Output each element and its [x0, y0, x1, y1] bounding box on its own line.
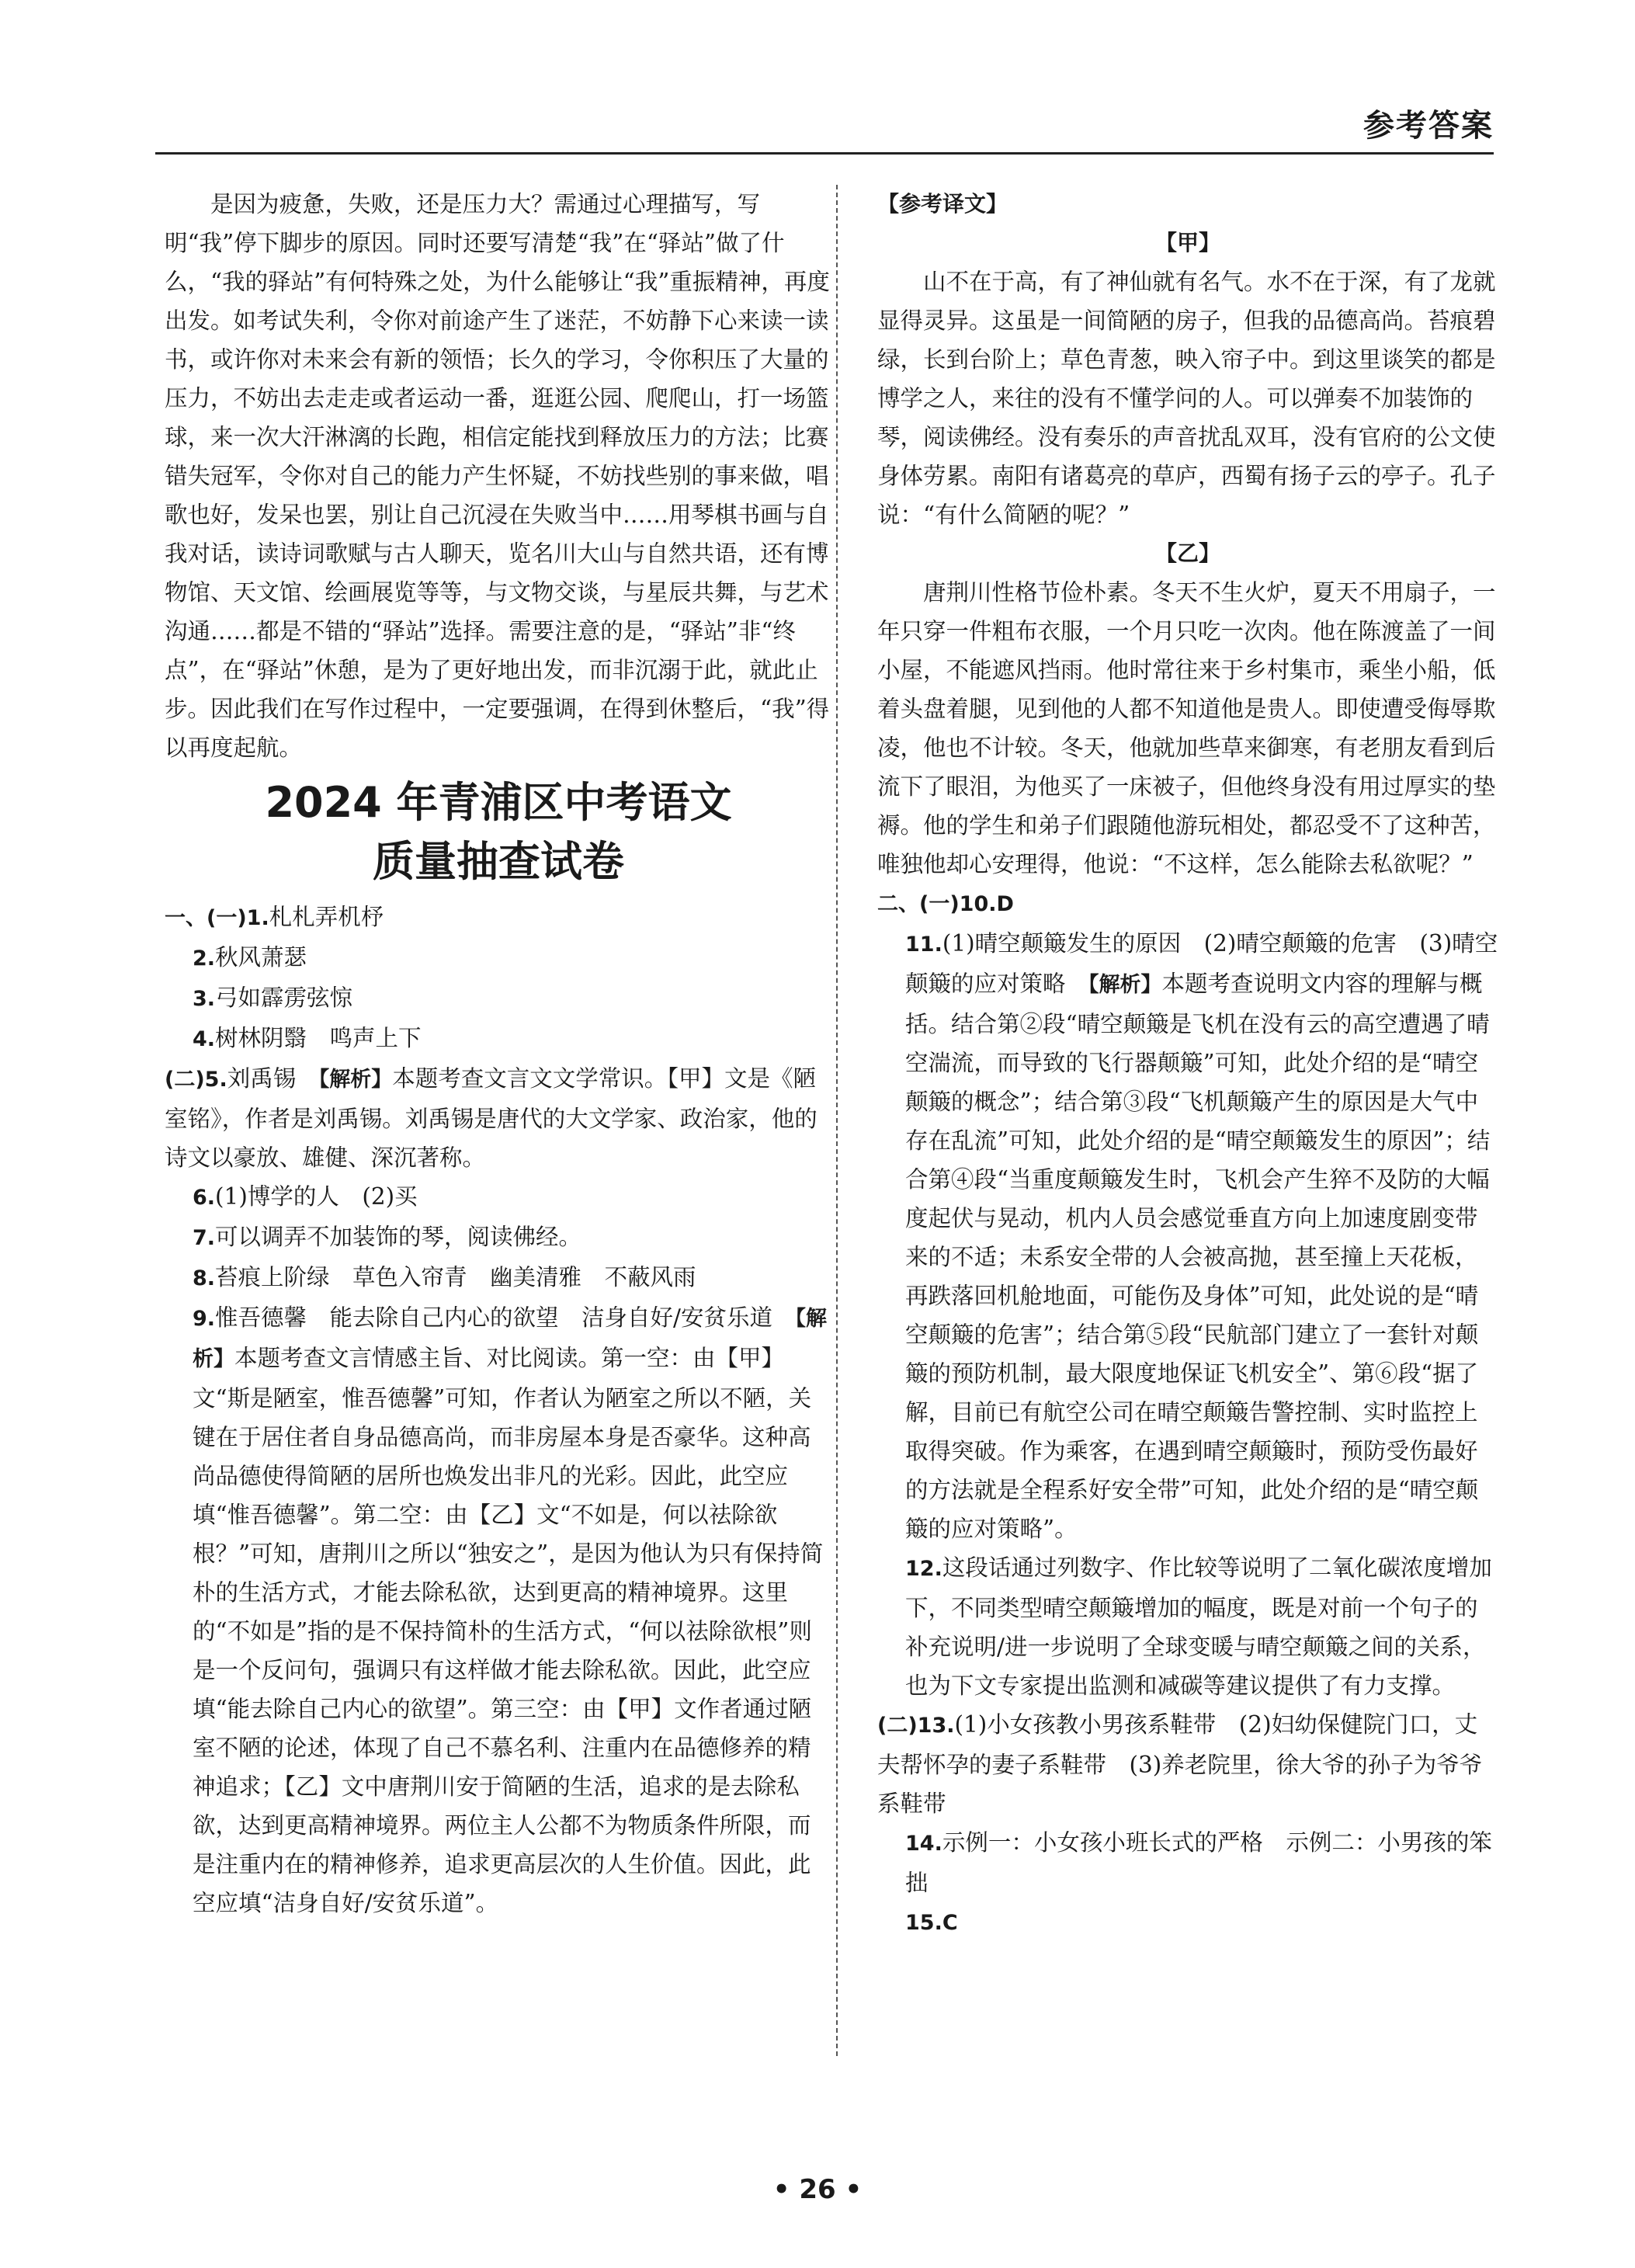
- answer-2-text: 秋风萧瑟: [215, 944, 307, 971]
- answer-13-text: (1)小女孩教小男孩系鞋带 (2)妇幼保健院门口，丈夫帮怀孕的妻子系鞋带 (3)养老院里，徐大爷的孙子为爷爷系鞋带: [877, 1711, 1483, 1817]
- translation-jia-heading: 【甲】: [1154, 230, 1220, 255]
- answer-14-text: 示例一：小女孩小班长式的严格 示例二：小男孩的笨拙: [905, 1829, 1492, 1896]
- answer-1: [165, 898, 832, 938]
- answer-2: [165, 938, 832, 978]
- answer-8-text: 苔痕上阶绿 草色入帘青 幽美清雅 不蔽风雨: [215, 1264, 696, 1290]
- answer-8: [165, 1258, 832, 1298]
- exam-title-line-1: 2024 年青浦区中考语文: [265, 778, 732, 827]
- answer-15-number: 15.: [905, 1911, 942, 1935]
- translation-jia-text: 山不在于高，有了神仙就有名气。水不在于深，有了龙就显得灵异。这虽是一间简陋的房子，但我的品德高尚。苔痕碧绿，长到台阶上；草色青葱，映入帘子中。到这里谈笑的都是博学之人，来往的没有不懂学问的人。可以弹奏不加装饰的琴，阅读佛经。没有奏乐的声音扰乱双耳，没有官府的公文使身体劳累。南阳有诸葛亮的草庐，西蜀有扬子云的亭子。孔子说：“有什么简陋的呢？”: [877, 269, 1496, 528]
- answer-5-number: (二)5.: [165, 1068, 227, 1092]
- answer-6: [165, 1177, 832, 1217]
- answer-5-text: 刘禹锡: [227, 1065, 319, 1092]
- answer-5-analysis: 本题考查文言文文学常识。【甲】文是《陋室铭》，作者是刘禹锡。刘禹锡是唐代的大文学家、政治家，他的诗文以豪放、雄健、深沉著称。: [165, 1065, 818, 1171]
- exam-title: [165, 773, 832, 891]
- answer-12-number: 12.: [905, 1557, 942, 1581]
- answer-7-number: 7.: [193, 1226, 216, 1250]
- answer-14: [877, 1823, 1498, 1902]
- answer-13-number: (二)13.: [877, 1714, 955, 1738]
- answer-2-number: 2.: [193, 946, 216, 971]
- left-column: [165, 185, 832, 1922]
- translation-yi-heading: 【乙】: [1154, 540, 1220, 566]
- answer-11-text: (1)晴空颠簸发生的原因 (2)晴空颠簸的危害 (3)晴空颠簸的应对策略: [905, 930, 1498, 997]
- page-header-title: 参考答案: [1363, 108, 1494, 144]
- answer-12-text: 这段话通过列数字、作比较等说明了二氧化碳浓度增加下，不同类型晴空颠簸增加的幅度，既是对前一个句子的补充说明/进一步说明了全球变暖与晴空颠簸之间的关系，也为下文专家提出监测和减碳等建议提供了有力支撑。: [905, 1554, 1492, 1699]
- answer-5: [165, 1059, 832, 1177]
- answer-13: [877, 1705, 1498, 1823]
- answer-4: [165, 1019, 832, 1059]
- answer-1-text: 札札弄机杼: [269, 904, 384, 930]
- essay-guidance-paragraph: 是因为疲惫，失败，还是压力大？需通过心理描写，写明“我”停下脚步的原因。同时还要写清楚“我”在“驿站”做了什么，“我的驿站”有何特殊之处，为什么能够让“我”重振精神，再度出发。如考试失利，令你对前途产生了迷茫，不妨静下心来读一读书，或许你对未来会有新的领悟；长久的学习，令你积压了大量的压力，不妨出去走走或者运动一番，逛逛公园、爬爬山，打一场篮球，来一次大汗淋漓的长跑，相信定能找到释放压力的方法；比赛错失冠军，令你对自己的能力产生怀疑，不妨找些别的事来做，唱歌也好，发呆也罢，别让自己沉浸在失败当中……用琴棋书画与自我对话，读诗词歌赋与古人聊天，览名川大山与自然共语，还有博物馆、天文馆、绘画展览等等，与文物交谈，与星辰共舞，与艺术沟通……都是不错的“驿站”选择。需要注意的是，“驿站”非“终点”，在“驿站”休憩，是为了更好地出发，而非沉溺于此，就此止步。因此我们在写作过程中，一定要强调，在得到休整后，“我”得以再度起航。: [165, 191, 830, 761]
- answer-6-text: (1)博学的人 (2)买: [215, 1183, 418, 1210]
- answer-9: [165, 1298, 832, 1922]
- answer-9-analysis: 本题考查文言情感主旨、对比阅读。第一空：由【甲】文“斯是陋室，惟吾德馨”可知，作者认为陋室之所以不陋，关键在于居住者自身品德高尚，而非房屋本身是否豪华。这种高尚品德使得简陋的居所也焕发出非凡的光彩。因此，此空应填“惟吾德馨”。第二空：由【乙】文“不如是，何以祛除欲根？”可知，唐荆川之所以“独安之”，是因为他认为只有保持简朴的生活方式，才能去除私欲，达到更高的精神境界。这里的“不如是”指的是不保持简朴的生活方式，“何以祛除欲根”则是一个反问句，强调只有这样做才能去除私欲。因此，此空应填“能去除自己内心的欲望”。第三空：由【甲】文作者通过陋室不陋的论述，体现了自己不慕名利、注重内在品德修养的精神追求；【乙】文中唐荆川安于简陋的生活，追求的是去除私欲，达到更高精神境界。两位主人公都不为物质条件所限，而是注重内在的精神修养，追求更高层次的人生价值。因此，此空应填“洁身自好/安贫乐道”。: [193, 1345, 824, 1916]
- answer-3: [165, 978, 832, 1019]
- answer-12: [877, 1548, 1498, 1705]
- answer-11-number: 11.: [905, 933, 942, 957]
- answer-1-number: 一、(一)1.: [165, 906, 269, 930]
- answer-14-number: 14.: [905, 1832, 942, 1856]
- analysis-tag: 【解析】: [193, 1307, 827, 1371]
- answer-9-number: 9.: [193, 1307, 216, 1331]
- answer-7-text: 可以调弄不加装饰的琴，阅读佛经。: [215, 1224, 582, 1250]
- reference-translation-heading: 【参考译文】: [877, 191, 1008, 217]
- answer-11-analysis: 本题考查说明文内容的理解与概括。结合第②段“晴空颠簸是飞机在没有云的高空遭遇了晴空湍流，而导致的飞行器颠簸”可知，此处介绍的是“晴空颠簸的概念”；结合第③段“飞机颠簸产生的原因是大气中存在乱流”可知，此处介绍的是“晴空颠簸发生的原因”；结合第④段“当重度颠簸发生时，飞机会产生猝不及防的大幅度起伏与晃动，机内人员会感觉垂直方向上加速度剧变带来的不适；未系安全带的人会被高抛，甚至撞上天花板，再跌落回机舱地面，可能伤及身体”可知，此处说的是“晴空颠簸的危害”；结合第⑤段“民航部门建立了一套针对颠簸的预防机制，最大限度地保证飞机安全”、第⑥段“据了解，目前已有航空公司在晴空颠簸告警控制、实时监控上取得突破。作为乘客，在遇到晴空颠簸时，预防受伤最好的方法就是全程系好安全带”可知，此处介绍的是“晴空颠簸的应对策略”。: [905, 971, 1491, 1542]
- answer-4-text: 树林阴翳 鸣声上下: [215, 1025, 422, 1051]
- answer-15-text: C: [942, 1911, 958, 1935]
- answer-9-text: 惟吾德馨 能去除自己内心的欲望 洁身自好/安贫乐道: [215, 1304, 796, 1331]
- header-rule: [155, 152, 1494, 155]
- analysis-tag: 【解析】: [318, 1068, 393, 1092]
- answer-3-text: 弓如霹雳弦惊: [215, 985, 353, 1011]
- answer-15: [877, 1902, 1498, 1943]
- analysis-tag: 【解析】: [1088, 973, 1162, 997]
- answer-11: [877, 924, 1498, 1548]
- answer-3-number: 3.: [193, 987, 216, 1011]
- answer-8-number: 8.: [193, 1266, 216, 1290]
- page-number: • 26 •: [772, 2174, 863, 2205]
- answer-4-number: 4.: [193, 1027, 216, 1051]
- translation-yi-text: 唐荆川性格节俭朴素。冬天不生火炉，夏天不用扇子，一年只穿一件粗布衣服，一个月只吃一次肉。他在陈渡盖了一间小屋，不能遮风挡雨。他时常往来于乡村集市，乘坐小船，低着头盘着腿，见到他的人都不知道他是贵人。即使遭受侮辱欺凌，他也不计较。冬天，他就加些草来御寒，有老朋友看到后流下了眼泪，为他买了一床被子，但他终身没有用过厚实的垫褥。他的学生和弟子们跟随他游玩相处，都忍受不了这种苦，唯独他却心安理得，他说：“不这样，怎么能除去私欲呢？”: [877, 579, 1496, 877]
- answer-10-text: D: [996, 892, 1014, 916]
- column-divider: [836, 185, 838, 2056]
- answer-7: [165, 1217, 832, 1258]
- exam-title-line-2: 质量抽查试卷: [373, 837, 624, 886]
- answer-10-number: 二、(一)10.: [877, 892, 997, 916]
- answer-6-number: 6.: [193, 1186, 216, 1210]
- answer-10: [877, 884, 1498, 924]
- right-column: [877, 185, 1498, 1943]
